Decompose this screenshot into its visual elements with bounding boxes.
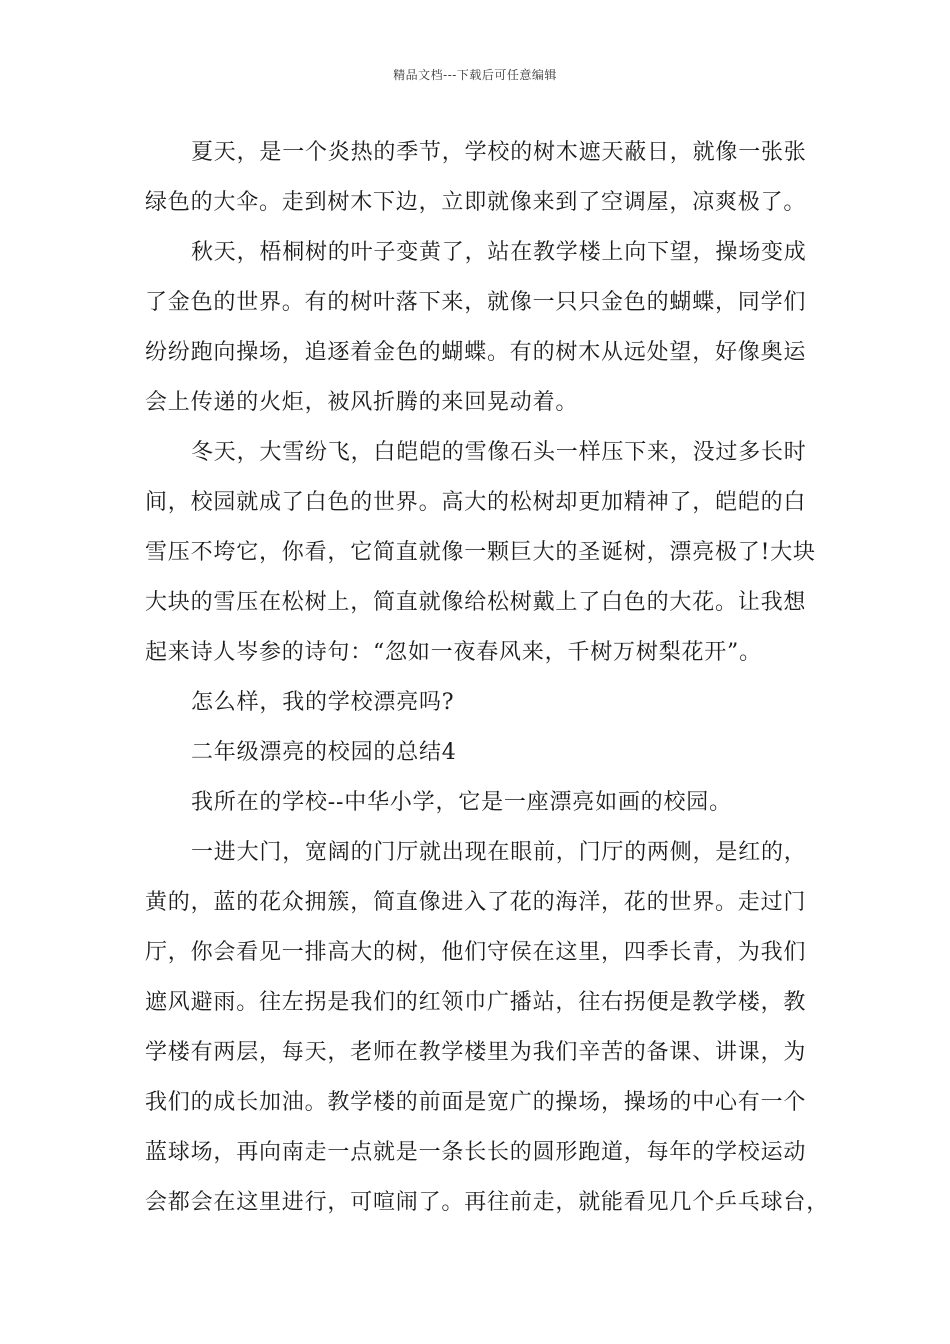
text-line: 学楼有两层，每天，老师在教学楼里为我们辛苦的备课、讲课，为 [145,1040,807,1065]
text-line: 二年级漂亮的校园的总结4 [191,740,457,765]
text-line: 纷纷跑向操场，追逐着金色的蝴蝶。有的树木从远处望，好像奥运 [145,340,807,365]
text-line: 一进大门，宽阔的门厅就出现在眼前，门厅的两侧，是红的， [191,840,807,865]
text-line: 黄的，蓝的花众拥簇，简直像进入了花的海洋，花的世界。走过门 [145,890,807,915]
text-line: 怎么样，我的学校漂亮吗? [191,690,455,715]
document-body [145,128,830,1228]
text-line: 我们的成长加油。教学楼的前面是宽广的操场，操场的中心有一个 [145,1090,807,1115]
text-line: 秋天，梧桐树的叶子变黄了，站在教学楼上向下望，操场变成 [191,240,807,265]
text-line: 遮风避雨。往左拐是我们的红领巾广播站，往右拐便是教学楼，教 [145,990,807,1015]
text-line: 会都会在这里进行，可喧闹了。再往前走，就能看见几个乒乓球台， [145,1190,830,1215]
text-line: 会上传递的火炬，被风折腾的来回晃动着。 [145,390,579,415]
page-header: 精品文档---下载后可任意编辑 [393,68,557,82]
text-line: 蓝球场，再向南走一点就是一条长长的圆形跑道，每年的学校运动 [145,1140,807,1165]
text-line: 起来诗人岑参的诗句：“忽如一夜春风来，千树万树梨花开”。 [145,640,762,665]
text-line: 冬天，大雪纷飞，白皑皑的雪像石头一样压下来，没过多长时 [191,440,807,465]
text-line: 绿色的大伞。走到树木下边，立即就像来到了空调屋，凉爽极了。 [145,190,807,215]
text-line: 间，校园就成了白色的世界。高大的松树却更加精神了，皑皑的白 [145,490,807,515]
text-line: 夏天，是一个炎热的季节，学校的树木遮天蔽日，就像一张张 [191,140,807,165]
text-line: 雪压不垮它，你看，它简直就像一颗巨大的圣诞树，漂亮极了!大块 [145,540,816,565]
text-line: 大块的雪压在松树上，简直就像给松树戴上了白色的大花。让我想 [145,590,807,615]
text-line: 我所在的学校--中华小学，它是一座漂亮如画的校园。 [191,790,732,815]
text-line: 厅，你会看见一排高大的树，他们守侯在这里，四季长青，为我们 [145,940,807,965]
text-line: 了金色的世界。有的树叶落下来，就像一只只金色的蝴蝶，同学们 [145,290,807,315]
